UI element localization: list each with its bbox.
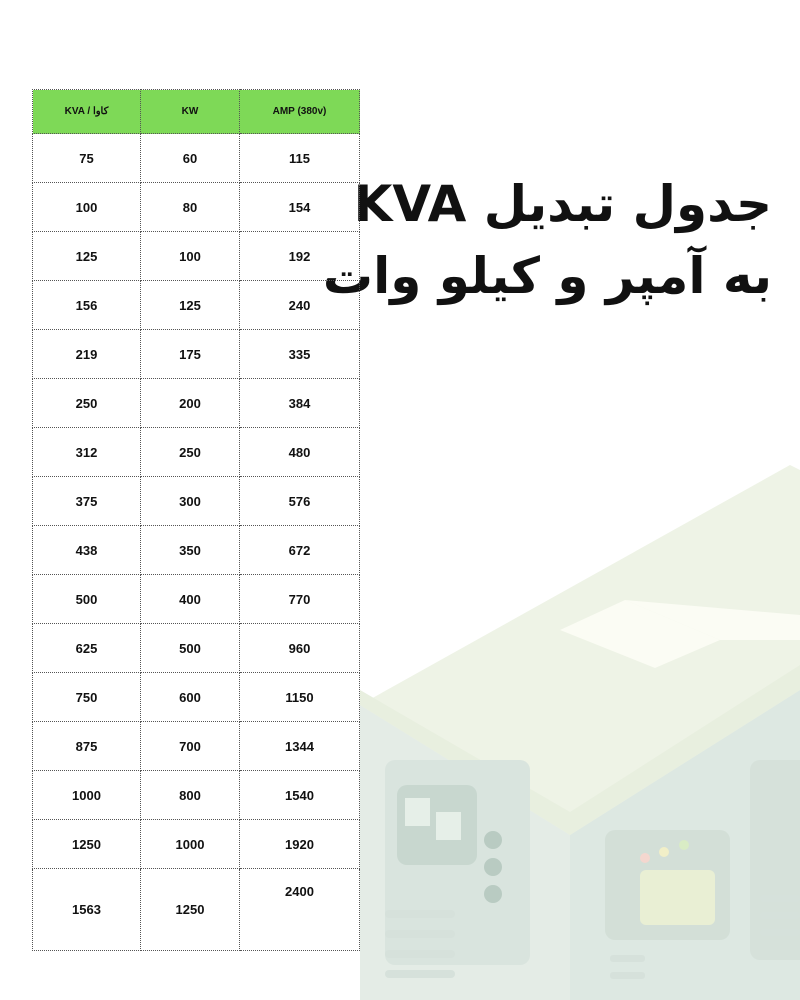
conversion-table	[32, 89, 360, 951]
title-line-2: به آمپر و کیلو وات	[322, 247, 772, 305]
cell-kva: 1250	[33, 820, 141, 869]
cell-amp: 1344	[240, 722, 360, 771]
cell-amp: 2400	[240, 869, 360, 951]
cell-amp: 192	[240, 232, 360, 281]
cell-kva: 312	[33, 428, 141, 477]
table-row	[33, 575, 360, 624]
cell-amp: 1540	[240, 771, 360, 820]
cell-kva: 1000	[33, 771, 141, 820]
cell-amp: 672	[240, 526, 360, 575]
table-row	[33, 624, 360, 673]
cell-kva: 438	[33, 526, 141, 575]
cell-kva: 219	[33, 330, 141, 379]
cell-kw: 125	[141, 281, 240, 330]
table-row	[33, 428, 360, 477]
table-row	[33, 477, 360, 526]
cell-amp: 1150	[240, 673, 360, 722]
table-row	[33, 771, 360, 820]
cell-kva: 1563	[33, 869, 141, 951]
cell-kw: 175	[141, 330, 240, 379]
cell-amp: 154	[240, 183, 360, 232]
table-row	[33, 281, 360, 330]
title-line-1: جدول تبدیل KVA	[353, 175, 772, 233]
header-kva: KVA / کاوا	[33, 90, 141, 134]
cell-kva: 156	[33, 281, 141, 330]
cell-kva: 875	[33, 722, 141, 771]
cell-amp: 384	[240, 379, 360, 428]
cell-kw: 300	[141, 477, 240, 526]
cell-kw: 1000	[141, 820, 240, 869]
cell-kw: 1250	[141, 869, 240, 951]
cell-kw: 700	[141, 722, 240, 771]
cell-amp: 240	[240, 281, 360, 330]
cell-amp: 576	[240, 477, 360, 526]
page-title	[322, 168, 772, 312]
cell-kw: 800	[141, 771, 240, 820]
cell-kw: 600	[141, 673, 240, 722]
table-header-row	[33, 90, 360, 134]
cell-kw: 80	[141, 183, 240, 232]
table-row	[33, 869, 360, 951]
cell-kw: 500	[141, 624, 240, 673]
cell-amp: 770	[240, 575, 360, 624]
cell-amp: 115	[240, 134, 360, 183]
cell-kva: 125	[33, 232, 141, 281]
cell-kva: 375	[33, 477, 141, 526]
cell-amp: 335	[240, 330, 360, 379]
cell-kw: 60	[141, 134, 240, 183]
cell-kva: 75	[33, 134, 141, 183]
table-row	[33, 330, 360, 379]
cell-amp: 960	[240, 624, 360, 673]
cell-amp: 480	[240, 428, 360, 477]
cell-kva: 750	[33, 673, 141, 722]
table-row	[33, 722, 360, 771]
cell-kva: 250	[33, 379, 141, 428]
table-row	[33, 820, 360, 869]
cell-amp: 1920	[240, 820, 360, 869]
table-row	[33, 232, 360, 281]
cell-kva: 500	[33, 575, 141, 624]
cell-kva: 625	[33, 624, 141, 673]
cell-kw: 200	[141, 379, 240, 428]
table-row	[33, 673, 360, 722]
table-row	[33, 379, 360, 428]
table-row	[33, 183, 360, 232]
cell-kw: 400	[141, 575, 240, 624]
cell-kw: 350	[141, 526, 240, 575]
cell-kw: 250	[141, 428, 240, 477]
cell-kva: 100	[33, 183, 141, 232]
header-kw: KW	[141, 90, 240, 134]
table-row	[33, 526, 360, 575]
cell-kw: 100	[141, 232, 240, 281]
table-row	[33, 134, 360, 183]
header-amp: AMP (380v)	[240, 90, 360, 134]
